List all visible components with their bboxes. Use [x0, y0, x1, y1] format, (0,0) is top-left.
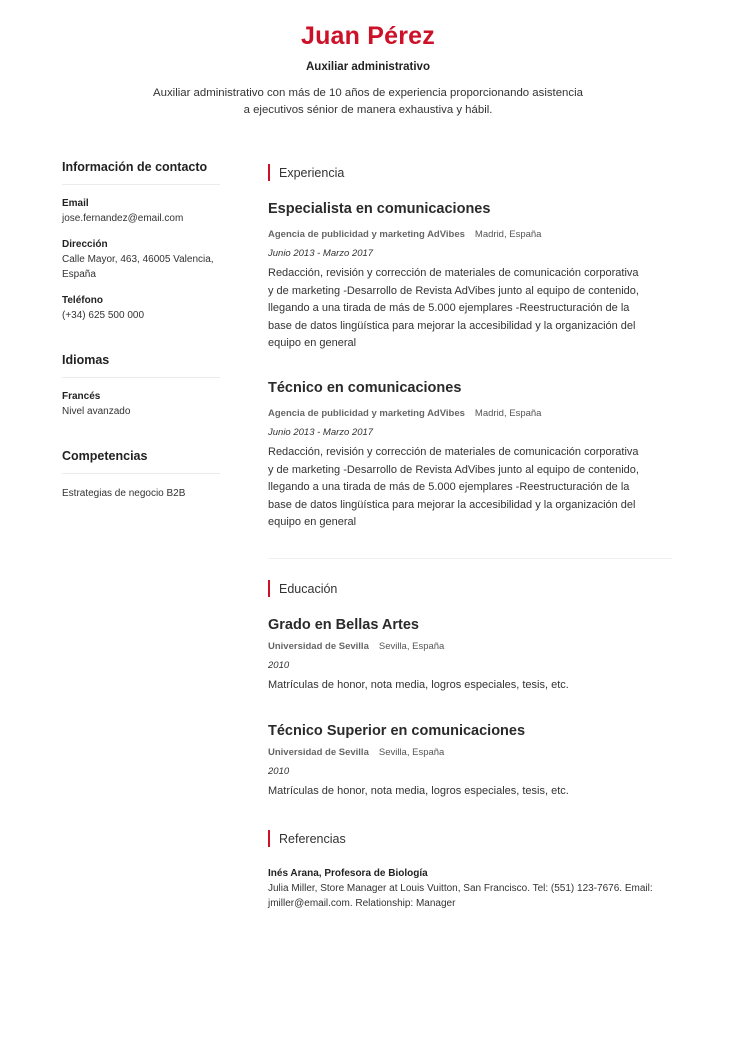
description-line: llegando a una tirada de más de 5.000 ejemplares -Reestructuración de la	[268, 302, 630, 314]
institution: Universidad de Sevilla	[268, 641, 369, 652]
description-line: equipo en general	[268, 337, 357, 349]
divider	[62, 184, 220, 185]
description-line: y de marketing -Desarrollo de Revista AdVibes junto al equipo de contenido,	[268, 284, 639, 297]
job-organization: Agencia de publicidad y marketing AdVibes	[268, 408, 465, 419]
contact-title: Información de contacto	[62, 160, 208, 174]
job-title: Técnico en comunicaciones	[268, 380, 462, 396]
education-heading	[268, 580, 672, 597]
summary-line: a ejecutivos sénior de manera exhaustiva y hábil.	[243, 103, 493, 116]
description-line: base de datos lingüística para mejorar la accesibilidad y la organización del	[268, 319, 636, 332]
languages-section	[62, 353, 220, 419]
language-item	[62, 390, 220, 419]
address-line: España	[62, 269, 96, 280]
institution: Universidad de Sevilla	[268, 747, 369, 758]
job-title: Especialista en comunicaciones	[268, 201, 491, 217]
degree-title: Técnico Superior en comunicaciones	[268, 723, 526, 739]
job-date: Junio 2013 - Marzo 2017	[268, 427, 374, 438]
description-line: Redacción, revisión y corrección de materiales de comunicación corporativa	[268, 446, 639, 458]
education-description: Matrículas de honor, nota media, logros especiales, tesis, etc.	[268, 679, 569, 691]
experience-item	[268, 201, 672, 353]
education-date: 2010	[268, 766, 290, 777]
job-location: Madrid, España	[474, 229, 542, 240]
job-organization: Agencia de publicidad y marketing AdVibes	[268, 229, 465, 240]
reference-line: Julia Miller, Store Manager at Louis Vuitton, San Francisco. Tel: (551) 123-7676. Email:	[268, 883, 653, 894]
education-location: Sevilla, España	[378, 747, 445, 758]
sidebar	[62, 160, 220, 501]
education-meta	[268, 747, 672, 758]
languages-title: Idiomas	[62, 353, 110, 367]
description-line: equipo en general	[268, 516, 357, 528]
skills-section	[62, 449, 220, 501]
reference-item	[268, 866, 672, 911]
section-title: Experiencia	[279, 165, 345, 180]
job-description	[268, 444, 672, 532]
phone-field	[62, 294, 220, 323]
address-field	[62, 238, 220, 282]
education-meta	[268, 641, 672, 652]
description-line: Redacción, revisión y corrección de materiales de comunicación corporativa	[268, 267, 639, 279]
email-label: Email	[62, 198, 89, 209]
experience-heading	[268, 164, 672, 181]
references-heading	[268, 830, 672, 847]
address-line: Calle Mayor, 463, 46005 Valencia,	[62, 254, 214, 265]
language-name: Francés	[62, 391, 101, 402]
section-divider	[268, 558, 672, 559]
email-value[interactable]: jose.fernandez@email.com	[62, 213, 184, 224]
section-accent-bar	[268, 580, 270, 597]
description-line: llegando a una tirada de más de 5.000 ejemplares -Reestructuración de la	[268, 481, 630, 493]
job-date: Junio 2013 - Marzo 2017	[268, 248, 374, 259]
section-accent-bar	[268, 830, 270, 847]
contact-section	[62, 160, 220, 323]
section-title: Referencias	[279, 831, 346, 846]
skill-item: Estrategias de negocio B2B	[62, 488, 186, 499]
section-title: Educación	[279, 581, 338, 596]
language-level: Nivel avanzado	[62, 406, 131, 417]
job-meta	[268, 229, 672, 240]
education-location: Sevilla, España	[378, 641, 445, 652]
education-item	[268, 723, 672, 801]
job-meta	[268, 408, 672, 419]
divider	[62, 377, 220, 378]
education-item	[268, 617, 672, 695]
summary-line: Auxiliar administrativo con más de 10 años de experiencia proporcionando asistencia	[153, 87, 583, 99]
description-line: y de marketing -Desarrollo de Revista AdVibes junto al equipo de contenido,	[268, 463, 639, 476]
job-description	[268, 265, 672, 353]
reference-line: jmiller@email.com. Relationship: Manager	[268, 898, 456, 909]
phone-label: Teléfono	[62, 295, 103, 306]
degree-title: Grado en Bellas Artes	[268, 617, 419, 633]
divider	[62, 473, 220, 474]
experience-item	[268, 380, 672, 532]
education-date: 2010	[268, 660, 290, 671]
candidate-name: Juan Pérez	[300, 22, 435, 50]
candidate-role: Auxiliar administrativo	[306, 61, 430, 73]
reference-name: Inés Arana, Profesora de Biología	[268, 868, 428, 879]
description-line: base de datos lingüística para mejorar la accesibilidad y la organización del	[268, 498, 636, 511]
address-label: Dirección	[62, 239, 108, 250]
section-accent-bar	[268, 164, 270, 181]
skills-title: Competencias	[62, 449, 148, 463]
phone-value: (+34) 625 500 000	[62, 310, 145, 321]
job-location: Madrid, España	[474, 408, 542, 419]
profile-summary	[140, 85, 596, 118]
education-description: Matrículas de honor, nota media, logros especiales, tesis, etc.	[268, 785, 569, 797]
email-field	[62, 197, 220, 226]
